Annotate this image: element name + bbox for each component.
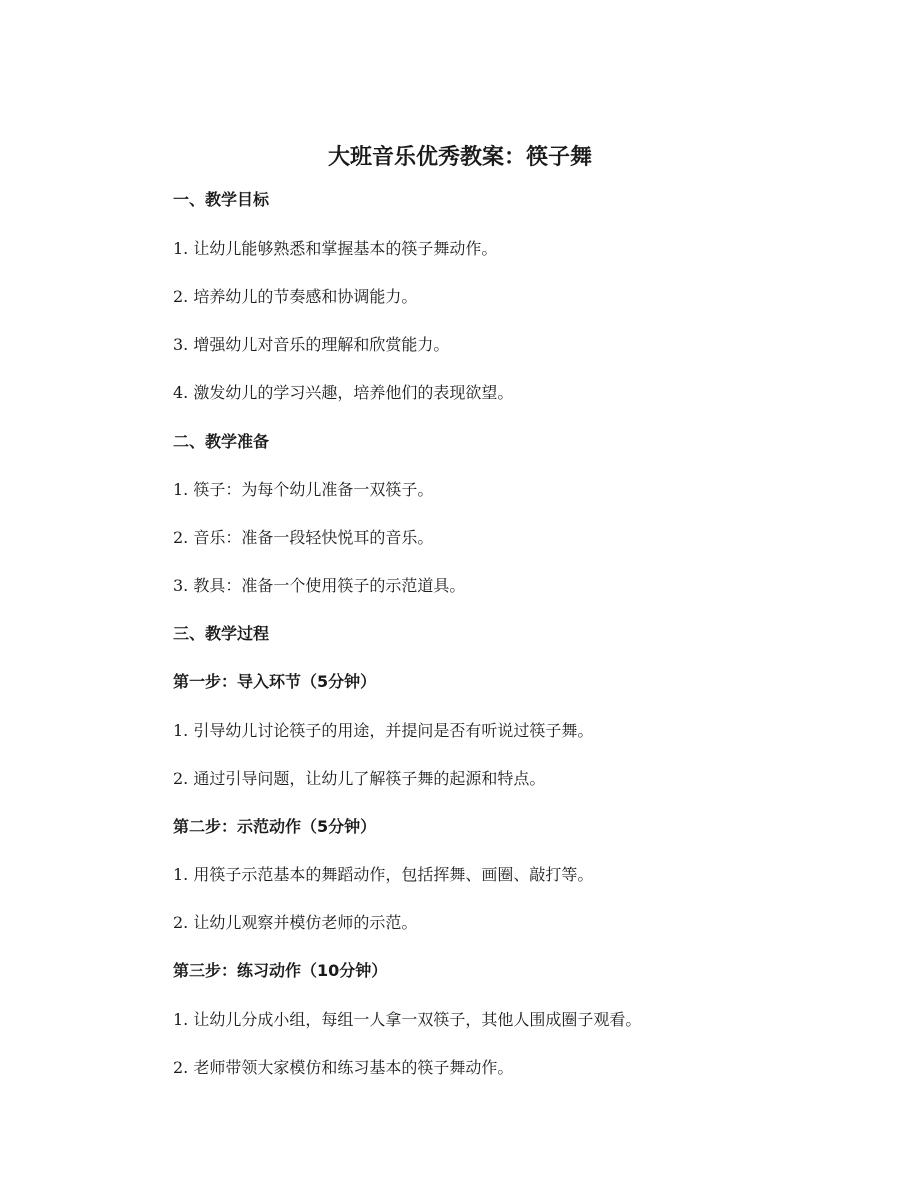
step-item: 1. 用筷子示范基本的舞蹈动作，包括挥舞、画圈、敲打等。 xyxy=(173,865,594,884)
step-item: 2. 老师带领大家模仿和练习基本的筷子舞动作。 xyxy=(173,1058,514,1077)
objective-item: 4. 激发幼儿的学习兴趣，培养他们的表现欲望。 xyxy=(173,383,514,402)
step-heading-3: 第三步：练习动作（10分钟） xyxy=(173,961,388,980)
objective-item: 1. 让幼儿能够熟悉和掌握基本的筷子舞动作。 xyxy=(173,239,498,258)
step-item: 1. 引导幼儿讨论筷子的用途，并提问是否有听说过筷子舞。 xyxy=(173,721,594,740)
section-heading-objectives: 一、教学目标 xyxy=(173,190,270,209)
preparation-item: 3. 教具：准备一个使用筷子的示范道具。 xyxy=(173,576,466,595)
document-title: 大班音乐优秀教案：筷子舞 xyxy=(327,145,592,170)
step-item: 2. 让幼儿观察并模仿老师的示范。 xyxy=(173,913,418,932)
preparation-item: 1. 筷子：为每个幼儿准备一双筷子。 xyxy=(173,480,434,499)
step-item: 1. 让幼儿分成小组，每组一人拿一双筷子，其他人围成圈子观看。 xyxy=(173,1010,642,1029)
preparation-item: 2. 音乐：准备一段轻快悦耳的音乐。 xyxy=(173,528,434,547)
step-heading-1: 第一步：导入环节（5分钟） xyxy=(173,672,377,691)
step-item: 2. 通过引导问题，让幼儿了解筷子舞的起源和特点。 xyxy=(173,769,546,788)
objective-item: 3. 增强幼儿对音乐的理解和欣赏能力。 xyxy=(173,335,450,354)
step-heading-2: 第二步：示范动作（5分钟） xyxy=(173,817,377,836)
section-heading-preparation: 二、教学准备 xyxy=(173,432,270,451)
objective-item: 2. 培养幼儿的节奏感和协调能力。 xyxy=(173,287,418,306)
section-heading-process: 三、教学过程 xyxy=(173,624,270,643)
